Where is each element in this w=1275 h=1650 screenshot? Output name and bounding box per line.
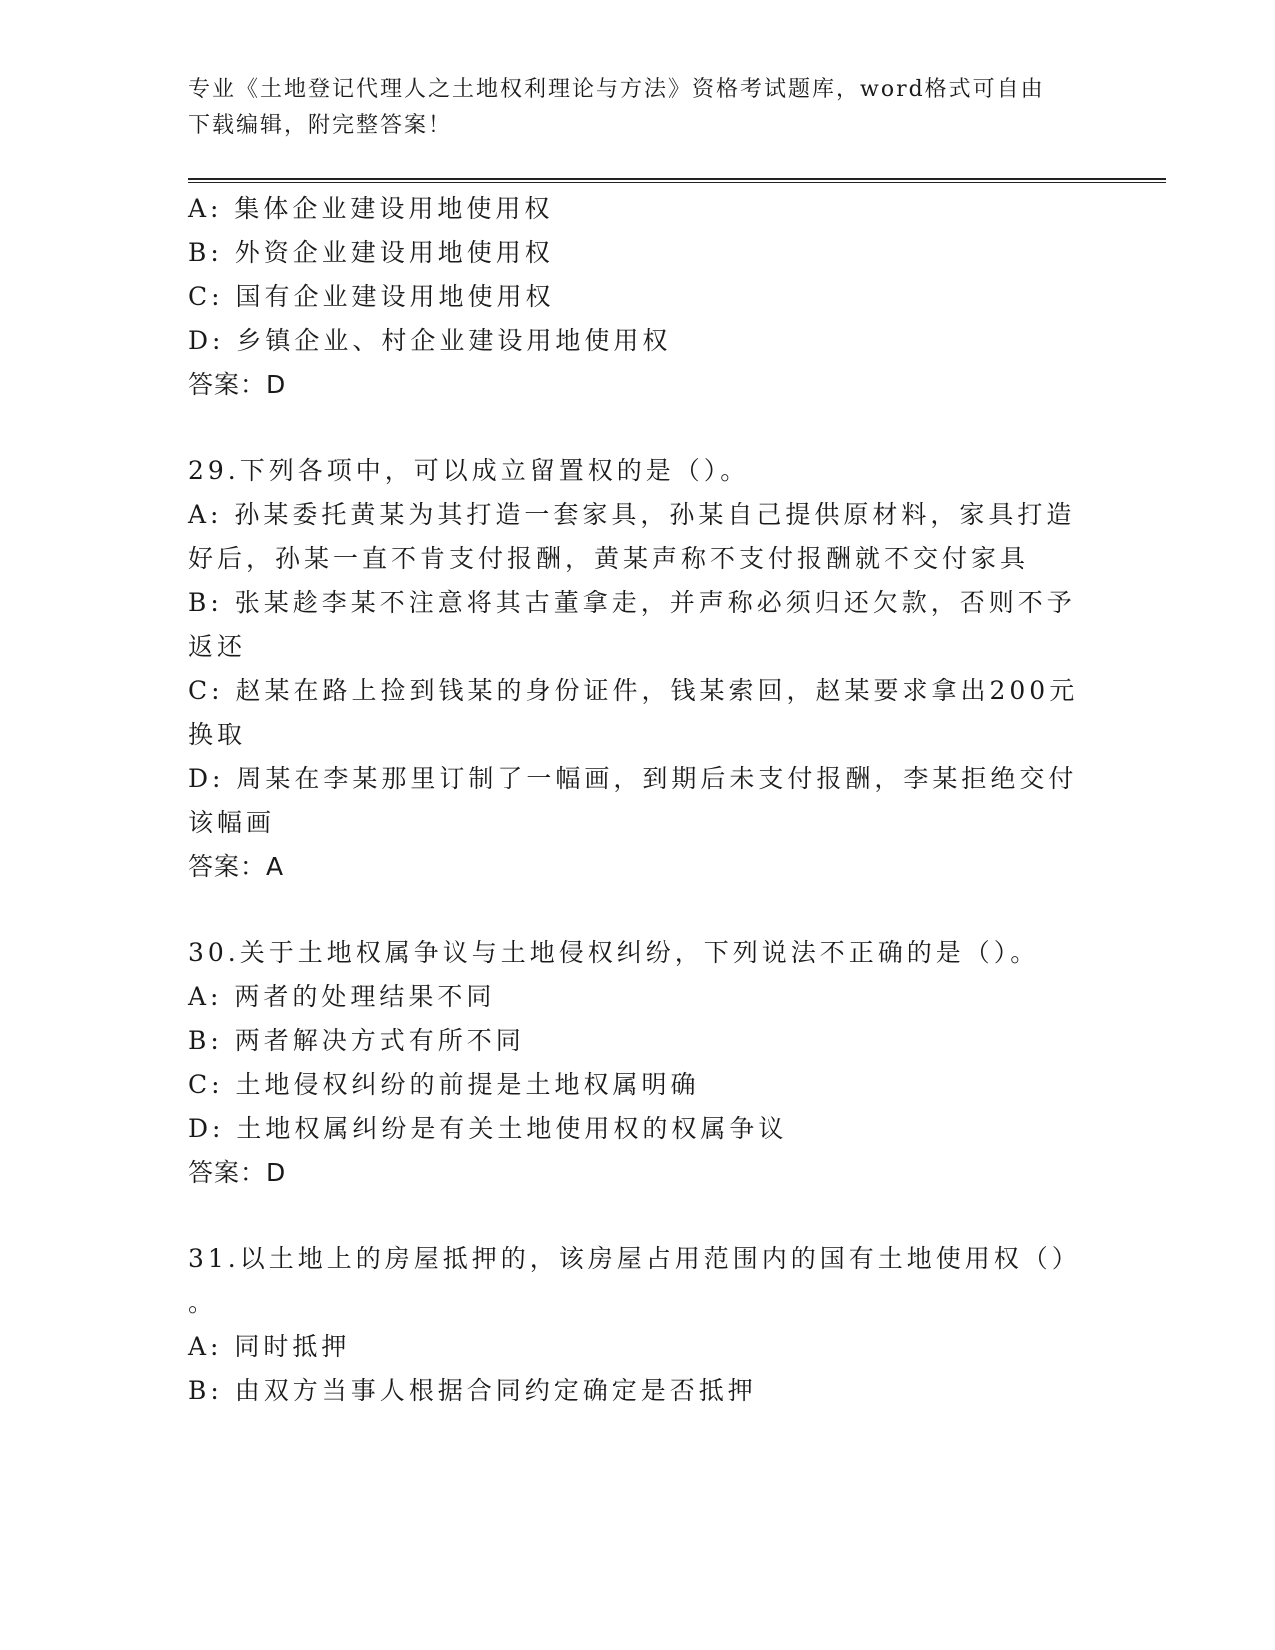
- q28-option-c: C: 国有企业建设用地使用权: [188, 282, 555, 311]
- q30-option-d: D: 土地权属纠纷是有关土地使用权的权属争议: [188, 1114, 788, 1143]
- q29-answer: 答案：A: [188, 852, 285, 881]
- q31-option-b: B: 由双方当事人根据合同约定确定是否抵押: [188, 1376, 757, 1405]
- q31-option-a: A: 同时抵押: [188, 1332, 351, 1361]
- q30-answer: 答案：D: [188, 1158, 287, 1187]
- q28-option-d: D: 乡镇企业、村企业建设用地使用权: [188, 326, 672, 355]
- header-divider: [188, 178, 1166, 183]
- q29-option-b-line-1: B: 张某趁李某不注意将其古董拿走，并声称必须归还欠款，否则不予: [188, 588, 1076, 617]
- q28-option-b: B: 外资企业建设用地使用权: [188, 238, 554, 267]
- header-line-1: 专业《土地登记代理人之土地权利理论与方法》资格考试题库，word格式可自由: [188, 77, 1045, 102]
- q30-option-c: C: 土地侵权纠纷的前提是土地权属明确: [188, 1070, 700, 1099]
- q30-question: 30.关于土地权属争议与土地侵权纠纷，下列说法不正确的是（）。: [188, 938, 1040, 967]
- q29-option-a-line-2: 好后，孙某一直不肯支付报酬，黄某声称不支付报酬就不交付家具: [188, 544, 1030, 573]
- q30-option-a: A: 两者的处理结果不同: [188, 982, 496, 1011]
- document-header: [188, 72, 1088, 144]
- q31-question-line-1: 31.以土地上的房屋抵押的，该房屋占用范围内的国有土地使用权（）: [188, 1244, 1081, 1273]
- q29-option-d-line-1: D: 周某在李某那里订制了一幅画，到期后未支付报酬，李某拒绝交付: [188, 764, 1078, 793]
- q28-answer: 答案：D: [188, 370, 287, 399]
- q29-option-a-line-1: A: 孙某委托黄某为其打造一套家具，孙某自己提供原材料，家具打造: [188, 500, 1076, 529]
- q29-question: 29.下列各项中，可以成立留置权的是（）。: [188, 456, 750, 485]
- q30-option-b: B: 两者解决方式有所不同: [188, 1026, 525, 1055]
- q29-option-c-line-1: C: 赵某在路上捡到钱某的身份证件，钱某索回，赵某要求拿出200元: [188, 676, 1079, 705]
- header-line-2: 下载编辑，附完整答案！: [188, 113, 453, 138]
- q28-option-a: A: 集体企业建设用地使用权: [188, 194, 554, 223]
- q31-question-line-2: 。: [188, 1288, 218, 1317]
- q29-option-d-line-2: 该幅画: [188, 808, 276, 837]
- q29-option-b-line-2: 返还: [188, 632, 247, 661]
- q29-option-c-line-2: 换取: [188, 720, 247, 749]
